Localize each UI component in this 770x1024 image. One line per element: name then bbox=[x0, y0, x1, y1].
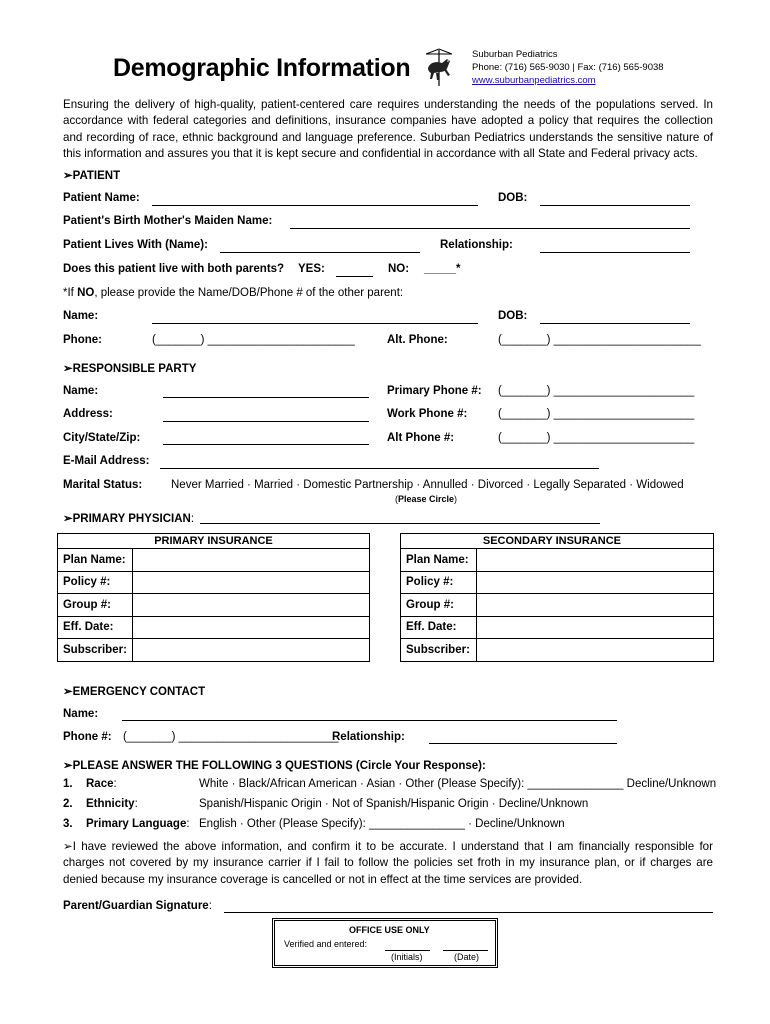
primary-phone-label: Primary Phone #: bbox=[387, 385, 482, 397]
arrow-right-icon: ➢ bbox=[63, 760, 73, 772]
physician-heading: ➢PRIMARY PHYSICIAN: bbox=[63, 513, 195, 525]
yes-label: YES: bbox=[298, 263, 325, 275]
primary-phone-field[interactable]: (_______) ______________________ bbox=[498, 385, 695, 397]
other-parent-dob-field[interactable] bbox=[540, 323, 690, 324]
yes-field[interactable] bbox=[336, 276, 373, 277]
website-link[interactable]: www.suburbanpediatrics.com bbox=[472, 75, 596, 86]
work-phone-field[interactable]: (_______) ______________________ bbox=[498, 408, 695, 420]
alt-phone-label: Alt Phone #: bbox=[387, 432, 455, 444]
mother-maiden-field[interactable] bbox=[290, 228, 690, 229]
address-label: Address: bbox=[63, 408, 113, 420]
patient-name-label: Patient Name: bbox=[63, 192, 140, 204]
alt-phone-field[interactable]: (_______) ______________________ bbox=[498, 432, 695, 444]
secondary-plan-name-label: Plan Name: bbox=[401, 549, 477, 572]
intro-paragraph: Ensuring the delivery of high-quality, patient-centered care requires understanding the needs of the populations served. In accordance with federal categories and definitions, insurance companies have adopted a policy that requires the collection and recording of race, ethnic background and language preference. Suburban Pediatrics understands the sensitive nature of this information and assures you that it is kept secure and confidential in accordance with all State and Federal privacy acts. bbox=[63, 98, 713, 160]
responsible-name-field[interactable] bbox=[163, 397, 369, 398]
ethnicity-options[interactable]: Spanish/Hispanic Origin · Not of Spanish/Hispanic Origin · Decline/Unknown bbox=[199, 798, 589, 810]
arrow-right-icon: ➢ bbox=[63, 840, 73, 853]
primary-subscriber-label: Subscriber: bbox=[58, 639, 133, 662]
secondary-policy-field[interactable] bbox=[477, 571, 714, 594]
other-parent-alt-phone-field[interactable]: (_______) _______________________ bbox=[498, 334, 701, 346]
lives-with-field[interactable] bbox=[220, 252, 420, 253]
agreement-paragraph: ➢I have reviewed the above information, and confirm it to be accurate. I understand that I am financially responsible for charges not covered by my insurance carrier if I fail to follow the policies set froth in my insurance plan, or if charges are denied because my insurance coverage is cancelled or not in effect at the time services are provided. bbox=[63, 840, 713, 886]
primary-insurance-table bbox=[57, 533, 370, 662]
date-field[interactable] bbox=[443, 950, 488, 951]
responsible-heading: ➢RESPONSIBLE PARTY bbox=[63, 363, 197, 375]
secondary-insurance-table bbox=[400, 533, 714, 662]
primary-plan-name-field[interactable] bbox=[132, 549, 369, 572]
city-state-zip-field[interactable] bbox=[163, 444, 369, 445]
address-field[interactable] bbox=[163, 421, 369, 422]
primary-policy-field[interactable] bbox=[132, 571, 369, 594]
secondary-group-label: Group #: bbox=[401, 594, 477, 617]
please-circle-note: (Please Circle) bbox=[395, 494, 458, 504]
primary-eff-date-label: Eff. Date: bbox=[58, 616, 133, 639]
verified-label: Verified and entered: bbox=[284, 939, 368, 949]
primary-group-label: Group #: bbox=[58, 594, 133, 617]
patient-dob-label: DOB: bbox=[498, 192, 528, 204]
patient-dob-field[interactable] bbox=[540, 205, 690, 206]
secondary-insurance-header: SECONDARY INSURANCE bbox=[401, 534, 714, 549]
city-state-zip-label: City/State/Zip: bbox=[63, 432, 141, 444]
email-label: E-Mail Address: bbox=[63, 455, 150, 467]
secondary-group-field[interactable] bbox=[477, 594, 714, 617]
emergency-relationship-field[interactable] bbox=[429, 743, 617, 744]
signature-field[interactable] bbox=[224, 912, 713, 913]
primary-plan-name-label: Plan Name: bbox=[58, 549, 133, 572]
race-options[interactable]: White · Black/African American · Asian · Other (Please Specify): _______________ Decline/Unknown bbox=[199, 778, 717, 790]
race-label: Race: bbox=[86, 778, 117, 790]
org-name: Suburban Pediatrics bbox=[472, 49, 558, 60]
emergency-name-field[interactable] bbox=[122, 720, 617, 721]
office-use-title: OFFICE USE ONLY bbox=[349, 925, 430, 935]
email-field[interactable] bbox=[160, 468, 599, 469]
relationship-field[interactable] bbox=[540, 252, 690, 253]
if-no-instruction: *If NO, please provide the Name/DOB/Phone # of the other parent: bbox=[63, 287, 404, 299]
initials-field[interactable] bbox=[385, 950, 430, 951]
emergency-heading: ➢EMERGENCY CONTACT bbox=[63, 686, 206, 698]
lives-with-label: Patient Lives With (Name): bbox=[63, 239, 208, 251]
primary-subscriber-field[interactable] bbox=[132, 639, 369, 662]
no-field[interactable]: _____* bbox=[424, 263, 461, 275]
patient-heading: ➢PATIENT bbox=[63, 170, 121, 182]
secondary-eff-date-field[interactable] bbox=[477, 616, 714, 639]
secondary-plan-name-field[interactable] bbox=[477, 549, 714, 572]
relationship-label: Relationship: bbox=[440, 239, 513, 251]
ethnicity-number: 2. bbox=[63, 798, 73, 810]
responsible-name-label: Name: bbox=[63, 385, 99, 397]
language-label: Primary Language: bbox=[86, 818, 190, 830]
carousel-horse-icon bbox=[422, 48, 458, 88]
emergency-relationship-label: Relationship: bbox=[332, 731, 405, 743]
signature-label: Parent/Guardian Signature: bbox=[63, 900, 212, 912]
emergency-name-label: Name: bbox=[63, 708, 99, 720]
questions-heading: ➢PLEASE ANSWER THE FOLLOWING 3 QUESTIONS (Circle Your Response): bbox=[63, 760, 486, 772]
other-parent-name-label: Name: bbox=[63, 310, 99, 322]
ethnicity-label: Ethnicity: bbox=[86, 798, 138, 810]
marital-status-label: Marital Status: bbox=[63, 479, 143, 491]
other-parent-alt-phone-label: Alt. Phone: bbox=[387, 334, 448, 346]
race-number: 1. bbox=[63, 778, 73, 790]
other-parent-phone-field[interactable]: (_______) _______________________ bbox=[152, 334, 355, 346]
arrow-right-icon: ➢ bbox=[63, 686, 73, 698]
work-phone-label: Work Phone #: bbox=[387, 408, 468, 420]
page-title: Demographic Information bbox=[113, 54, 411, 82]
marital-status-options[interactable]: Never Married · Married · Domestic Partnership · Annulled · Divorced · Legally Separated · Widowed bbox=[171, 479, 684, 491]
language-number: 3. bbox=[63, 818, 73, 830]
patient-name-field[interactable] bbox=[152, 205, 478, 206]
other-parent-dob-label: DOB: bbox=[498, 310, 528, 322]
primary-policy-label: Policy #: bbox=[58, 571, 133, 594]
primary-insurance-header: PRIMARY INSURANCE bbox=[58, 534, 370, 549]
secondary-subscriber-field[interactable] bbox=[477, 639, 714, 662]
arrow-right-icon: ➢ bbox=[63, 170, 73, 182]
initials-label: (Initials) bbox=[391, 952, 423, 962]
emergency-phone-field[interactable]: (_______) _________________________ bbox=[123, 731, 339, 743]
other-parent-phone-label: Phone: bbox=[63, 334, 102, 346]
org-contact: Phone: (716) 565-9030 | Fax: (716) 565-9038 bbox=[472, 62, 664, 73]
arrow-right-icon: ➢ bbox=[63, 363, 73, 375]
physician-field[interactable] bbox=[200, 523, 600, 524]
no-label: NO: bbox=[388, 263, 410, 275]
other-parent-name-field[interactable] bbox=[152, 323, 478, 324]
primary-eff-date-field[interactable] bbox=[132, 616, 369, 639]
primary-group-field[interactable] bbox=[132, 594, 369, 617]
language-options[interactable]: English · Other (Please Specify): _______________ · Decline/Unknown bbox=[199, 818, 565, 830]
date-label: (Date) bbox=[454, 952, 480, 962]
emergency-phone-label: Phone #: bbox=[63, 731, 112, 743]
office-use-box bbox=[274, 920, 496, 966]
arrow-right-icon: ➢ bbox=[63, 513, 73, 525]
secondary-policy-label: Policy #: bbox=[401, 571, 477, 594]
both-parents-label: Does this patient live with both parents? bbox=[63, 263, 285, 275]
mother-maiden-label: Patient's Birth Mother's Maiden Name: bbox=[63, 215, 273, 227]
secondary-subscriber-label: Subscriber: bbox=[401, 639, 477, 662]
secondary-eff-date-label: Eff. Date: bbox=[401, 616, 477, 639]
